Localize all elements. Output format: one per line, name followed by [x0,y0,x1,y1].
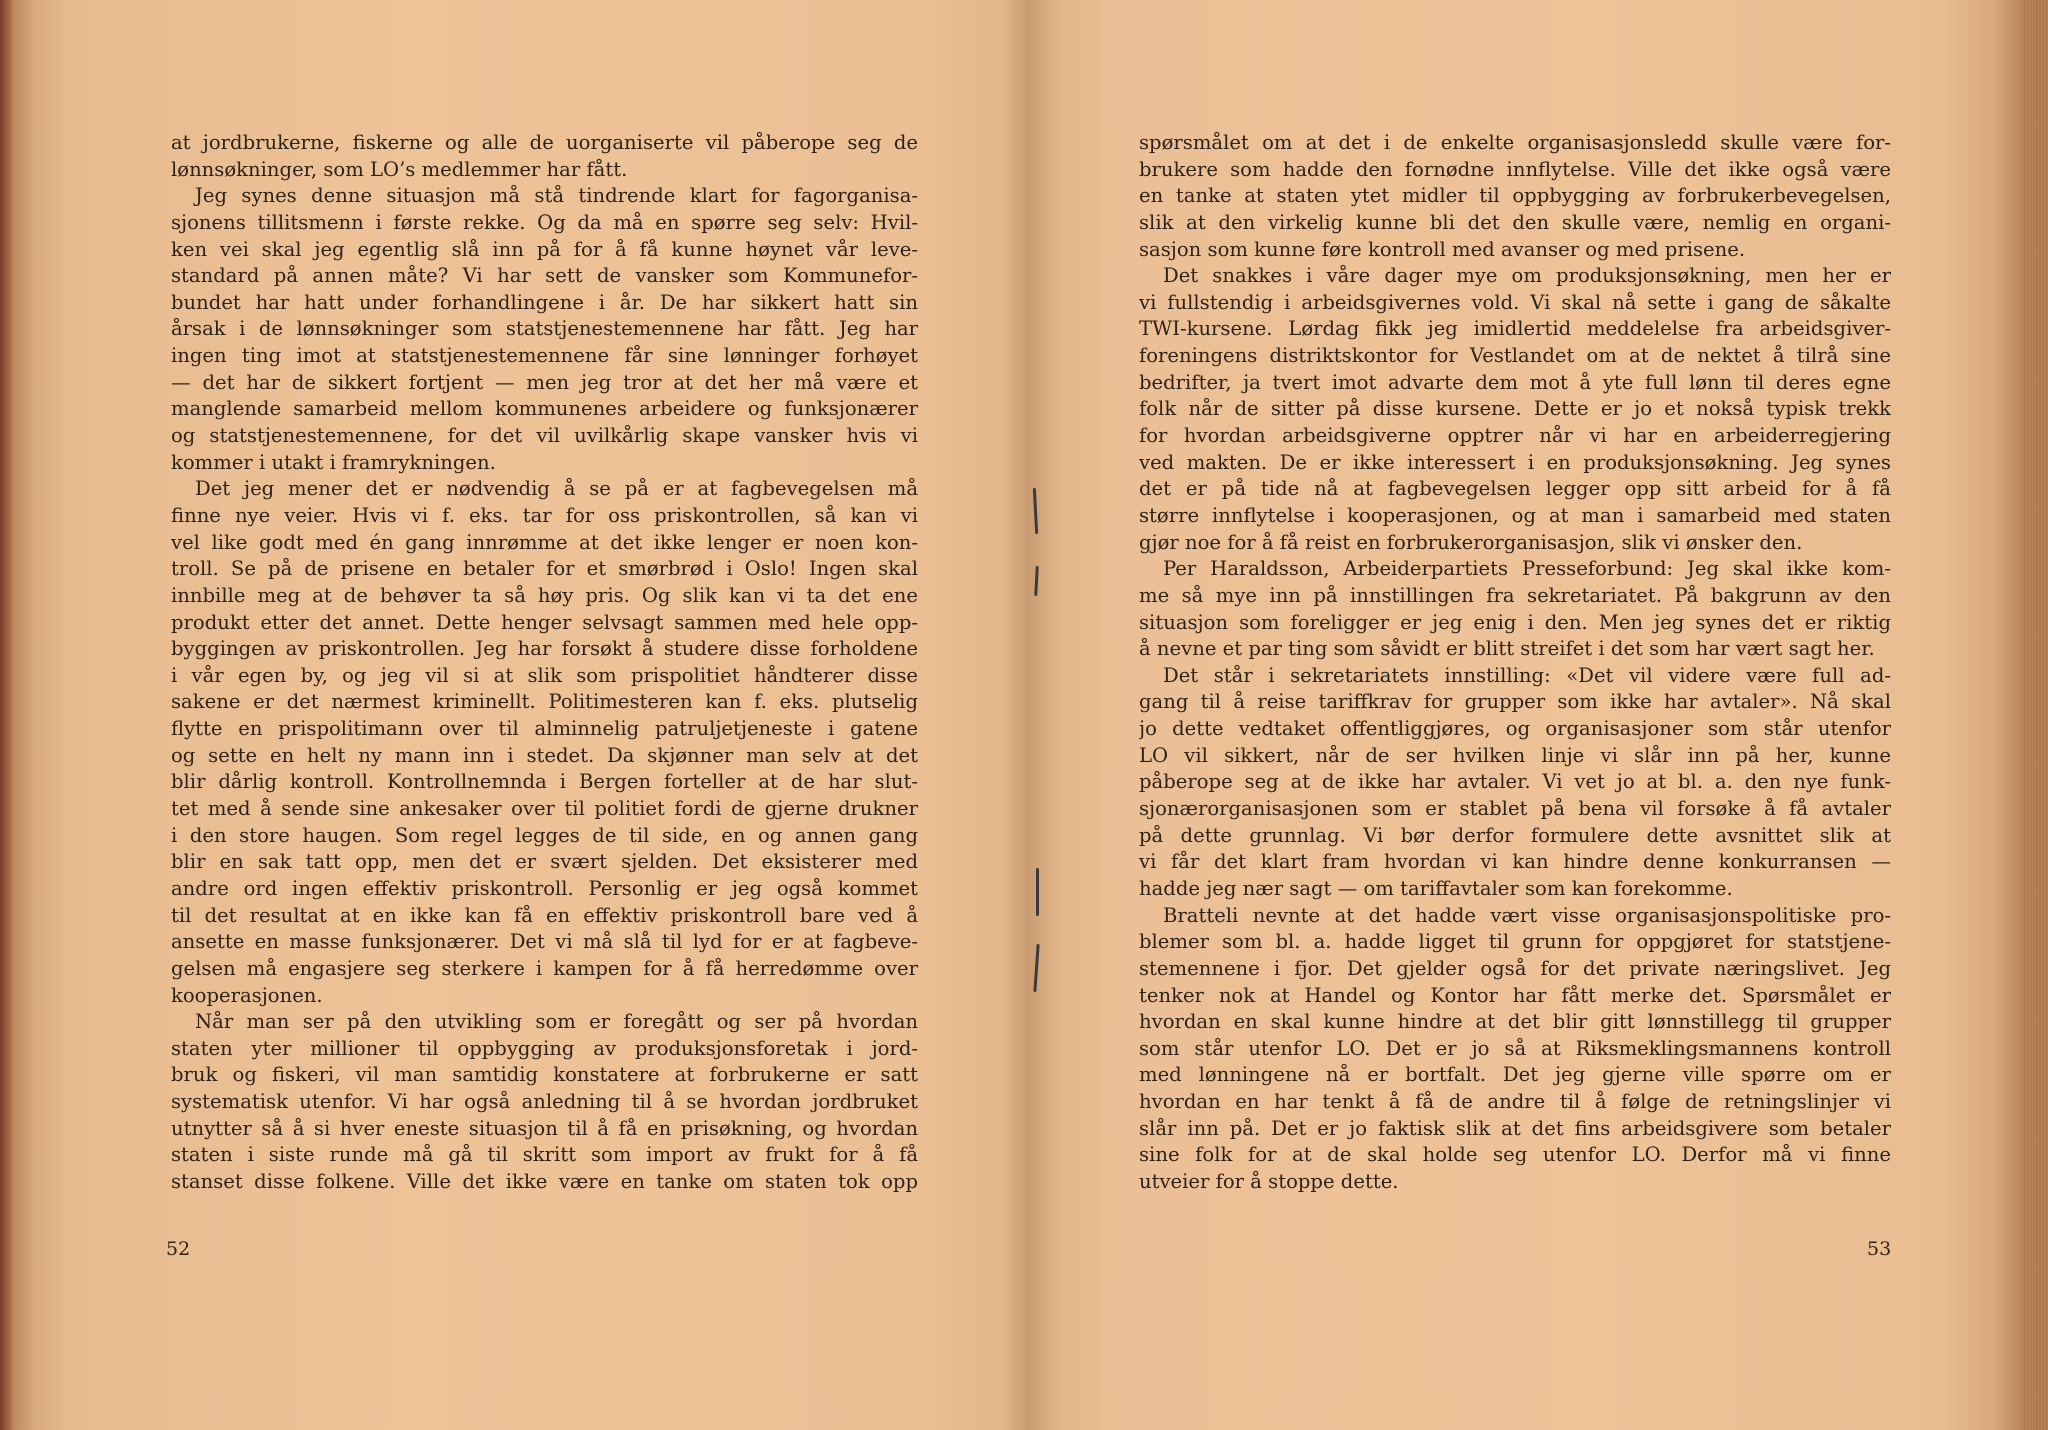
text-line: ingen ting imot at statstjenestemennene får sine lønninger forhøyet [171,344,918,368]
text-line: bundet har hatt under forhandlingene i år. De har sikkert hatt sin [171,290,918,314]
text-line: situasjon som foreligger er jeg enig i den. Men jeg synes det er riktig [1139,610,1891,634]
text-line: standard på annen måte? Vi har sett de vansker som Kommunefor- [171,264,918,288]
text-line: det er på tide nå at fagbevegelsen legger opp sitt arbeid for å få [1139,477,1891,501]
text-line: sjonens tillitsmenn i første rekke. Og da må en spørre seg selv: Hvil- [171,210,918,234]
text-line: gelsen må engasjere seg sterkere i kampen for å få herredømme over [171,956,918,980]
text-line: Det jeg mener det er nødvendig å se på er at fagbevegelsen må [195,477,918,501]
text-line: andre ord ingen effektiv priskontroll. Personlig er jeg også kommet [171,876,918,900]
text-line: å nevne et par ting som såvidt er blitt streifet i det som har vært sagt her. [1139,637,1875,661]
right-page-text [1139,130,1891,1196]
text-line: tet med å sende sine ankesaker over til politiet fordi de gjerne drukner [171,797,918,821]
page-number-left: 52 [166,1238,191,1260]
text-line: at jordbrukerne, fiskerne og alle de uorganiserte vil påberope seg de [171,131,918,154]
text-line: hadde jeg nær sagt — om tariffavtaler som kan forekomme. [1139,876,1733,900]
text-line: utnytter så å si hver eneste situasjon til å få en prisøkning, og hvordan [171,1116,918,1140]
text-line: årsak i de lønnsøkninger som statstjenestemennene har fått. Jeg har [171,317,918,341]
text-line: gjør noe for å få reist en forbrukerorganisasjon, slik vi ønsker den. [1139,530,1803,554]
text-line: slik at den virkelig kunne bli det den skulle være, nemlig en organi- [1139,210,1891,234]
text-line: for hvordan arbeidsgiverne opptrer når vi har en arbeiderregjering [1139,424,1891,448]
page-edges [2022,0,2048,1430]
text-line: stanset disse folkene. Ville det ikke være en tanke om staten tok opp [171,1169,918,1193]
text-line: ansette en masse funksjonærer. Det vi må slå til lyd for er at fagbeve- [171,930,918,954]
text-line: påberope seg at de ikke har avtaler. Vi vet jo at bl. a. den nye funk- [1139,770,1891,794]
book-spine-shadow [1000,0,1060,1430]
text-line: større innflytelse i kooperasjonen, og at man i samarbeid med staten [1139,503,1891,527]
text-line: finne nye veier. Hvis vi f. eks. tar for oss priskontrollen, så kan vi [171,503,918,527]
text-line: kommer i utakt i framrykningen. [171,450,496,474]
text-line: systematisk utenfor. Vi har også anledning til å se hvordan jordbruket [171,1090,918,1114]
text-line: slår inn på. Det er jo faktisk slik at det fins arbeidsgivere som betaler [1139,1116,1891,1140]
text-line: på dette grunnlag. Vi bør derfor formulere dette avsnittet slik at [1139,823,1891,847]
text-line: sakene er det nærmest kriminellt. Politimesteren kan f. eks. plutselig [171,690,918,714]
text-line: med lønningene nå er bortfalt. Det jeg gjerne ville spørre om er [1139,1063,1891,1087]
text-line: Per Haraldsson, Arbeiderpartiets Presseforbund: Jeg skal ikke kom- [1163,557,1891,581]
text-line: staten i siste runde må gå til skritt som import av frukt for å få [171,1143,918,1167]
text-line: foreningens distriktskontor for Vestlandet om at de nektet å tilrå sine [1139,344,1891,368]
text-line: manglende samarbeid mellom kommunenes arbeidere og funksjonærer [171,397,918,421]
left-page-text [171,130,918,1196]
binding-stitch [1036,868,1039,916]
text-line: LO vil sikkert, når de ser hvilken linje vi slår inn på her, kunne [1139,743,1891,767]
text-line: i den store haugen. Som regel legges de til side, en og annen gang [171,823,918,847]
text-line: blir dårlig kontroll. Kontrollnemnda i Bergen forteller at de har slut- [171,770,918,794]
text-line: stemennene i fjor. Det gjelder også for det private næringslivet. Jeg [1139,956,1891,980]
text-line: innbille meg at de behøver ta så høy pris. Og slik kan vi ta det ene [171,583,918,607]
text-line: tenker nok at Handel og Kontor har fått merke det. Spørsmålet er [1139,983,1891,1007]
book-cover-edge [0,0,14,1430]
text-line: vel like godt med én gang innrømme at det ikke lenger er noen kon- [171,530,918,554]
text-line: vi får det klart fram hvordan vi kan hindre denne konkurransen — [1139,850,1891,874]
text-line: som står utenfor LO. Det er jo så at Riksmeklingsmannens kontroll [1139,1036,1891,1060]
text-line: ved makten. De er ikke interessert i en produksjonsøkning. Jeg synes [1139,450,1891,474]
text-line: me så mye inn på innstillingen fra sekretariatet. På bakgrunn av den [1139,583,1891,607]
text-line: Når man ser på den utvikling som er foregått og ser på hvordan [195,1010,918,1034]
text-line: og statstjenestemennene, for det vil uvilkårlig skape vansker hvis vi [171,424,918,448]
text-line: produkt etter det annet. Dette henger selvsagt sammen med hele opp- [171,610,918,634]
text-line: troll. Se på de prisene en betaler for et smørbrød i Oslo! Ingen skal [171,557,918,581]
text-line: folk når de sitter på disse kursene. Dette er jo et nokså typisk trekk [1139,397,1891,421]
text-line: spørsmålet om at det i de enkelte organisasjonsledd skulle være for- [1139,131,1891,154]
text-line: en tanke at staten ytet midler til oppbygging av forbrukerbevegelsen, [1139,184,1891,208]
text-line: blir en sak tatt opp, men det er svært sjelden. Det eksisterer med [171,850,918,874]
text-line: sjonærorganisasjonen som er stablet på bena vil forsøke å få avtaler [1139,797,1891,821]
text-line: til det resultat at en ikke kan få en effektiv priskontroll bare ved å [171,903,918,927]
text-line: kooperasjonen. [171,983,323,1007]
text-line: byggingen av priskontrollen. Jeg har forsøkt å studere disse forholdene [171,637,918,661]
text-line: ken vei skal jeg egentlig slå inn på for å få kunne høynet vår leve- [171,237,918,261]
text-line: Det står i sekretariatets innstilling: «Det vil videre være full ad- [1163,663,1891,687]
page-number-right: 53 [1867,1238,1892,1260]
text-line: Det snakkes i våre dager mye om produksjonsøkning, men her er [1163,264,1891,288]
text-line: Bratteli nevnte at det hadde vært visse organisasjonspolitiske pro- [1163,903,1891,927]
text-line: utveier for å stoppe dette. [1139,1169,1399,1193]
text-line: jo dette vedtaket offentliggjøres, og organisasjoner som står utenfor [1139,717,1891,741]
text-line: — det har de sikkert fortjent — men jeg tror at det her må være et [171,370,918,394]
text-line: hvordan en har tenkt å få de andre til å følge de retningslinjer vi [1139,1090,1891,1114]
text-line: lønnsøkninger, som LO’s medlemmer har fått. [171,157,628,181]
text-line: Jeg synes denne situasjon må stå tindrende klart for fagorganisa- [195,184,918,208]
text-line: sasjon som kunne føre kontroll med avanser og med prisene. [1139,237,1746,261]
text-line: bruk og fiskeri, vil man samtidig konstatere at forbrukerne er satt [171,1063,918,1087]
text-line: bedrifter, ja tvert imot advarte dem mot å yte full lønn til deres egne [1139,370,1891,394]
text-line: blemer som bl. a. hadde ligget til grunn for oppgjøret for statstjene- [1139,930,1891,954]
text-line: og sette en helt ny mann inn i stedet. Da skjønner man selv at det [171,743,918,767]
text-line: i vår egen by, og jeg vil si at slik som prispolitiet håndterer disse [171,663,918,687]
text-line: hvordan en skal kunne hindre at det blir gitt lønnstillegg til grupper [1139,1010,1891,1034]
text-line: gang til å reise tariffkrav for grupper som ikke har avtaler». Nå skal [1139,690,1891,714]
text-line: TWI-kursene. Lørdag fikk jeg imidlertid meddelelse fra arbeidsgiver- [1139,317,1891,341]
text-line: brukere som hadde den fornødne innflytelse. Ville det ikke også være [1139,157,1891,181]
text-line: flytte en prispolitimann over til alminnelig patruljetjeneste i gatene [171,717,918,741]
text-line: sine folk for at de skal holde seg utenfor LO. Derfor må vi finne [1139,1143,1891,1167]
text-line: vi fullstendig i arbeidsgivernes vold. Vi skal nå sette i gang de såkalte [1139,290,1891,314]
text-line: staten yter millioner til oppbygging av produksjonsforetak i jord- [171,1036,918,1060]
